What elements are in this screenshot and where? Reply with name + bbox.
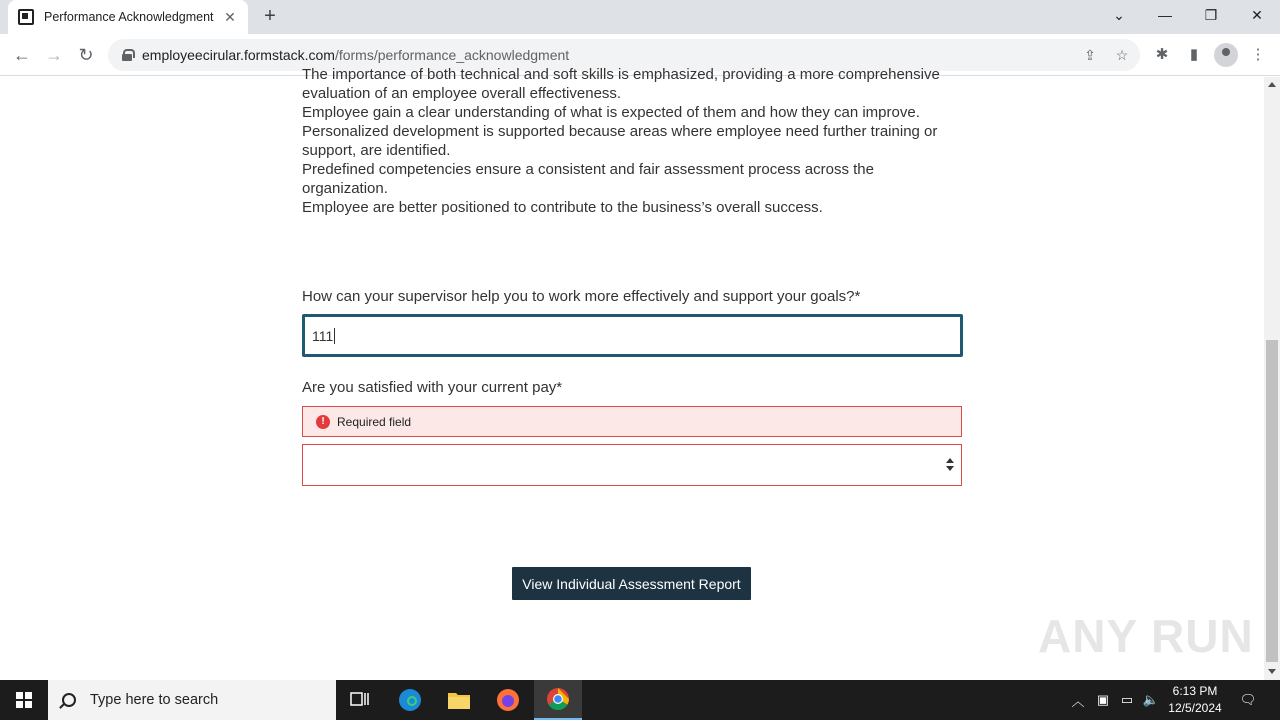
volume-icon[interactable]: 🔈 [1142, 692, 1160, 707]
select-updown-arrows-icon [946, 458, 954, 472]
meet-now-icon[interactable]: ▣ [1096, 692, 1110, 707]
task-view-icon [350, 691, 370, 709]
windows-taskbar [0, 680, 1280, 720]
back-arrow-icon[interactable]: ← [13, 44, 31, 65]
taskbar-clock[interactable] [1162, 683, 1228, 717]
benefit-line: organization. [302, 180, 388, 197]
benefit-line: evaluation of an employee overall effectiveness. [302, 85, 622, 102]
forward-arrow-icon[interactable]: → [45, 44, 63, 65]
profile-avatar[interactable] [1214, 43, 1238, 67]
benefit-line: Employee are better positioned to contribute to the business’s overall success. [302, 199, 823, 216]
restore-button[interactable]: ❐ [1204, 6, 1218, 23]
side-panel-icon[interactable]: ▮ [1189, 46, 1199, 63]
reload-icon[interactable]: ↻ [78, 44, 94, 65]
firefox-icon [496, 688, 520, 712]
clock-date: 12/5/2024 [1168, 701, 1222, 715]
url-path: /forms/performance_acknowledgment [334, 47, 570, 63]
text-caret [334, 328, 335, 344]
browser-tab[interactable] [8, 0, 248, 34]
view-assessment-report-button[interactable]: View Individual Assessment Report [512, 567, 751, 600]
benefits-text [302, 65, 962, 217]
close-window-button[interactable]: ✕ [1251, 6, 1263, 23]
benefit-line: support, are identified. [302, 142, 451, 159]
edge-app-button[interactable] [386, 680, 434, 720]
search-icon [62, 693, 76, 707]
benefit-line: The importance of both technical and soft skills is emphasized, providing a more comprehensive [302, 66, 940, 83]
edge-icon [398, 688, 422, 712]
tab-search-chevron-icon[interactable]: ⌄ [1113, 6, 1125, 23]
bookmark-star-icon[interactable]: ☆ [1115, 47, 1129, 63]
lock-icon [122, 49, 132, 61]
start-button[interactable] [0, 680, 48, 720]
show-hidden-icons-chevron-icon[interactable]: ︿ [1071, 693, 1085, 709]
browser-tab-bar [0, 0, 1280, 34]
page-scrollbar[interactable] [1264, 77, 1280, 680]
supervisor-question-label: How can your supervisor help you to work more effectively and support your goals?* [302, 288, 861, 305]
pay-question-label: Are you satisfied with your current pay* [302, 379, 563, 396]
notifications-icon[interactable]: 🗨 [1239, 692, 1257, 707]
network-icon[interactable]: ▭ [1120, 692, 1134, 707]
scroll-up-arrow-icon[interactable] [1268, 82, 1276, 87]
scroll-down-arrow-icon[interactable] [1268, 669, 1276, 674]
clock-time: 6:13 PM [1172, 684, 1218, 698]
share-icon[interactable]: ⇪ [1084, 47, 1096, 63]
taskbar-search-box[interactable] [48, 680, 336, 720]
tab-title: Performance Acknowledgment [44, 10, 214, 24]
pay-satisfaction-select[interactable] [302, 444, 962, 486]
page-viewport [0, 66, 1264, 680]
scrollbar-thumb[interactable] [1266, 340, 1278, 662]
windows-logo-icon [16, 692, 32, 708]
anyrun-watermark: ANY RUN [1038, 610, 1254, 662]
extensions-puzzle-icon[interactable]: ✱ [1155, 46, 1169, 63]
folder-icon [447, 690, 471, 710]
chrome-icon [546, 687, 570, 711]
error-message: Required field [337, 414, 412, 429]
firefox-app-button[interactable] [484, 680, 532, 720]
supervisor-answer-input[interactable] [302, 314, 963, 357]
required-field-error [302, 406, 962, 437]
chrome-app-button[interactable] [534, 680, 582, 720]
taskbar-search-placeholder: Type here to search [90, 692, 219, 708]
url-host: employeecirular.formstack.com [142, 47, 335, 63]
benefit-line: Employee gain a clear understanding of what is expected of them and how they can improve. [302, 104, 920, 121]
supervisor-answer-value: 111 [312, 327, 334, 344]
benefit-line: Predefined competencies ensure a consistent and fair assessment process across the [302, 161, 874, 178]
new-tab-button[interactable]: + [264, 5, 276, 27]
chrome-menu-icon[interactable]: ⋮ [1250, 46, 1266, 63]
close-tab-icon[interactable]: ✕ [224, 8, 236, 25]
minimize-button[interactable]: — [1158, 7, 1172, 23]
benefit-line: Personalized development is supported because areas where employee need further training or [302, 123, 938, 140]
file-explorer-button[interactable] [435, 680, 483, 720]
error-alert-icon: ! [316, 415, 330, 429]
task-view-button[interactable] [336, 680, 384, 720]
page-favicon-icon [18, 9, 34, 25]
